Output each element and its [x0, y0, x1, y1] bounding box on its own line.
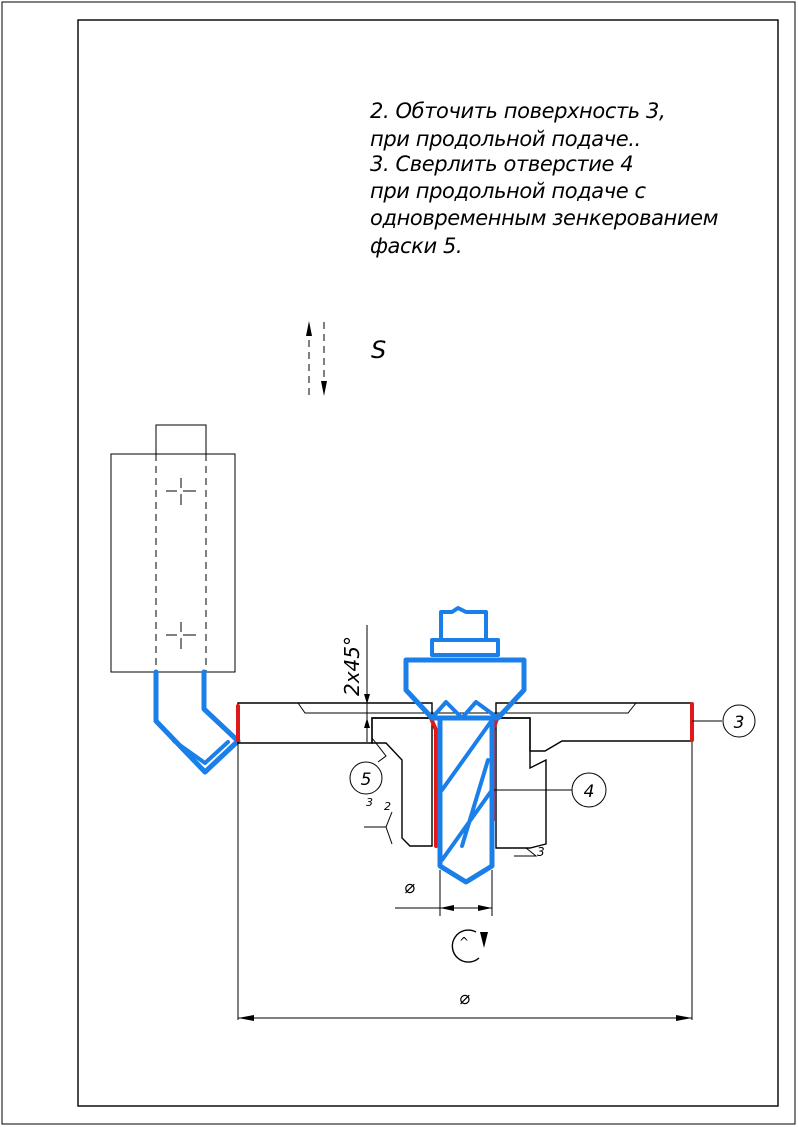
flange-left [238, 703, 432, 743]
countersink-body [406, 660, 524, 718]
drill-shank-top [441, 608, 486, 640]
hole-4-left [430, 716, 436, 846]
roughness-left-bottom: 2 [384, 800, 391, 813]
callout-5-label: 5 [360, 770, 372, 790]
operation-line-4: при продольной подаче с [370, 179, 646, 203]
holder-center-mark-2 [166, 622, 196, 649]
feed-direction-arrows [306, 321, 327, 396]
feed-arrow-down-head [321, 381, 327, 396]
boss-right [496, 718, 546, 848]
large-dia-arrow-left [238, 1015, 254, 1021]
flange-right [496, 703, 692, 751]
combined-drill-tool [406, 608, 524, 882]
callout-5-leader [372, 738, 386, 762]
small-diameter-symbol: ⌀ [404, 877, 415, 898]
feed-arrow-up-head [306, 321, 312, 336]
roughness-bottom-label: 3 [537, 845, 545, 859]
roughness-mark-bottom [514, 845, 545, 859]
chamfer-arrow-bottom [364, 718, 370, 728]
rotation-mark: ^ [459, 935, 470, 949]
callout-4-label: 4 [583, 782, 595, 802]
operation-line-5: одновременным зенкерованием [370, 206, 719, 230]
small-dia-arrow-left [440, 905, 454, 911]
operation-line-6: фаски 5. [370, 234, 463, 258]
chamfer-dimension [340, 625, 370, 742]
roughness-left-top: 3 [366, 796, 373, 809]
operation-description [370, 99, 719, 258]
callout-3 [692, 705, 755, 737]
roughness-mark-left [364, 796, 392, 844]
large-diameter-symbol: ⌀ [459, 988, 470, 1009]
callout-5 [350, 738, 386, 794]
small-dia-arrow-right [478, 905, 492, 911]
holder-top [156, 425, 206, 454]
rotation-arrow-head [480, 932, 488, 948]
operation-line-1: 2. Обточить поверхность 3, [370, 99, 666, 123]
large-dia-arrow-right [676, 1015, 692, 1021]
roughness-bottom-symbol [514, 848, 536, 856]
operation-line-2: при продольной подаче.. [370, 127, 641, 151]
operation-line-3: 3. Сверлить отверстие 4 [370, 152, 634, 176]
drill-flutes [442, 720, 492, 860]
workpiece-section [238, 703, 692, 1020]
rotation-indicator [452, 930, 488, 962]
callout-3-label: 3 [733, 713, 745, 733]
roughness-left-symbol [364, 812, 392, 844]
chamfer-dimension-label: 2х45° [340, 635, 364, 696]
large-diameter-dimension [238, 988, 692, 1021]
tool-holder [111, 425, 235, 672]
callout-4 [494, 773, 606, 807]
feed-symbol: S [371, 336, 387, 364]
holder-center-mark-1 [166, 478, 196, 505]
drill-collar [432, 640, 498, 655]
holder-body [111, 454, 235, 672]
